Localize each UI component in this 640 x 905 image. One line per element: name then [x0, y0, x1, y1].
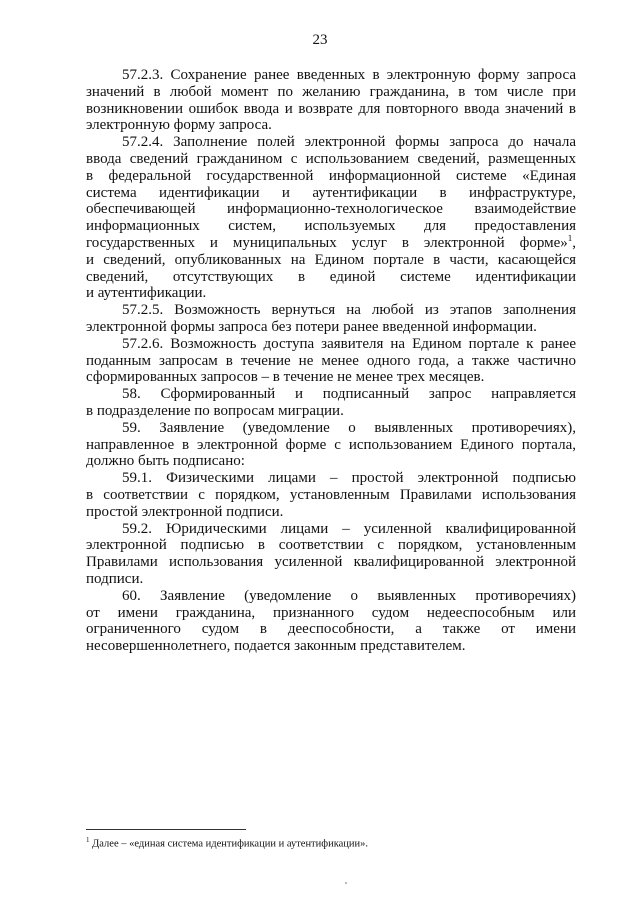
text-line-suffix: ,: [572, 234, 576, 251]
text-line: обеспечивающей информационно-технологическое взаимодействие: [86, 201, 576, 218]
body-text: [86, 67, 576, 655]
text-line: 59. Заявление (уведомление о выявленных противоречиях),: [122, 419, 576, 436]
text-line: подписи.: [86, 570, 144, 587]
text-line: 59.1. Физическими лицами – простой электронной подписью: [122, 470, 576, 487]
text-line: электронную форму запроса.: [86, 117, 272, 134]
footnote-mark: 1: [86, 836, 90, 844]
text-line: ввода сведений гражданином с использованием сведений, размещенных: [86, 150, 576, 167]
text-line: поданным запросам в течение не менее одного года, а также частично: [86, 352, 576, 369]
text-line: и аутентификации.: [86, 285, 207, 302]
text-line: электронной подписью в соответствии с порядком, установленным: [86, 537, 576, 554]
text-line: значений в любой момент по желанию гражданина, в том числе при: [86, 83, 576, 100]
text-line: [86, 235, 576, 252]
text-line: в федеральной государственной информационной системе «Единая: [86, 167, 576, 184]
text-line: 57.2.5. Возможность вернуться на любой из этапов заполнения: [122, 302, 576, 319]
footnote-text: Далее – «единая система идентификации и аутентификации».: [92, 838, 369, 850]
text-line: от имени гражданина, признанного судом недееспособным или: [86, 604, 576, 621]
text-line: несовершеннолетнего, подается законным представителем.: [86, 638, 466, 655]
page-number: 23: [312, 32, 328, 48]
text-line: должно быть подписано:: [86, 453, 245, 470]
footnote-divider: [86, 829, 246, 830]
text-line: электронной формы запроса без потери ранее введенной информации.: [86, 318, 537, 335]
footnote: [86, 834, 576, 851]
text-line: 59.2. Юридическими лицами – усиленной квалифицированной: [122, 520, 576, 537]
text-line: 57.2.6. Возможность доступа заявителя на Едином портале к ранее: [122, 335, 576, 352]
text-line: простой электронной подписи.: [86, 503, 284, 520]
text-line: направленное в электронной форме с использованием Единого портала,: [86, 436, 576, 453]
text-line: ограниченного судом в дееспособности, а также от имени: [86, 621, 576, 638]
text-line: 57.2.3. Сохранение ранее введенных в электронную форму запроса: [122, 67, 576, 83]
text-line: и сведений, опубликованных на Едином портале в части, касающейся: [86, 251, 576, 268]
text-line: система идентификации и аутентификации в инфраструктуре,: [86, 184, 576, 201]
scan-artifact: [345, 882, 347, 884]
text-line: возникновении ошибок ввода и возврате для повторного ввода значений в: [86, 100, 576, 117]
text-line: 60. Заявление (уведомление о выявленных противоречиях): [122, 587, 576, 604]
text-line: Правилами использования усиленной квалифицированной электронной: [86, 554, 576, 571]
text-line: сведений, отсутствующих в единой системе идентификации: [86, 268, 576, 285]
text-line: информационных систем, используемых для предоставления: [86, 218, 576, 235]
text-line: сформированных запросов – в течение не менее трех месяцев.: [86, 369, 485, 386]
text-line: 58. Сформированный и подписанный запрос направляется: [122, 386, 576, 403]
text-line: 57.2.4. Заполнение полей электронной формы запроса до начала: [122, 134, 576, 151]
text-line: в соответствии с порядком, установленным Правилами использования: [86, 486, 576, 503]
text-line: в подразделение по вопросам миграции.: [86, 402, 344, 419]
text-line-content: государственных и муниципальных услуг в электронной форме»: [86, 234, 568, 251]
footnote-ref: 1: [567, 234, 573, 243]
